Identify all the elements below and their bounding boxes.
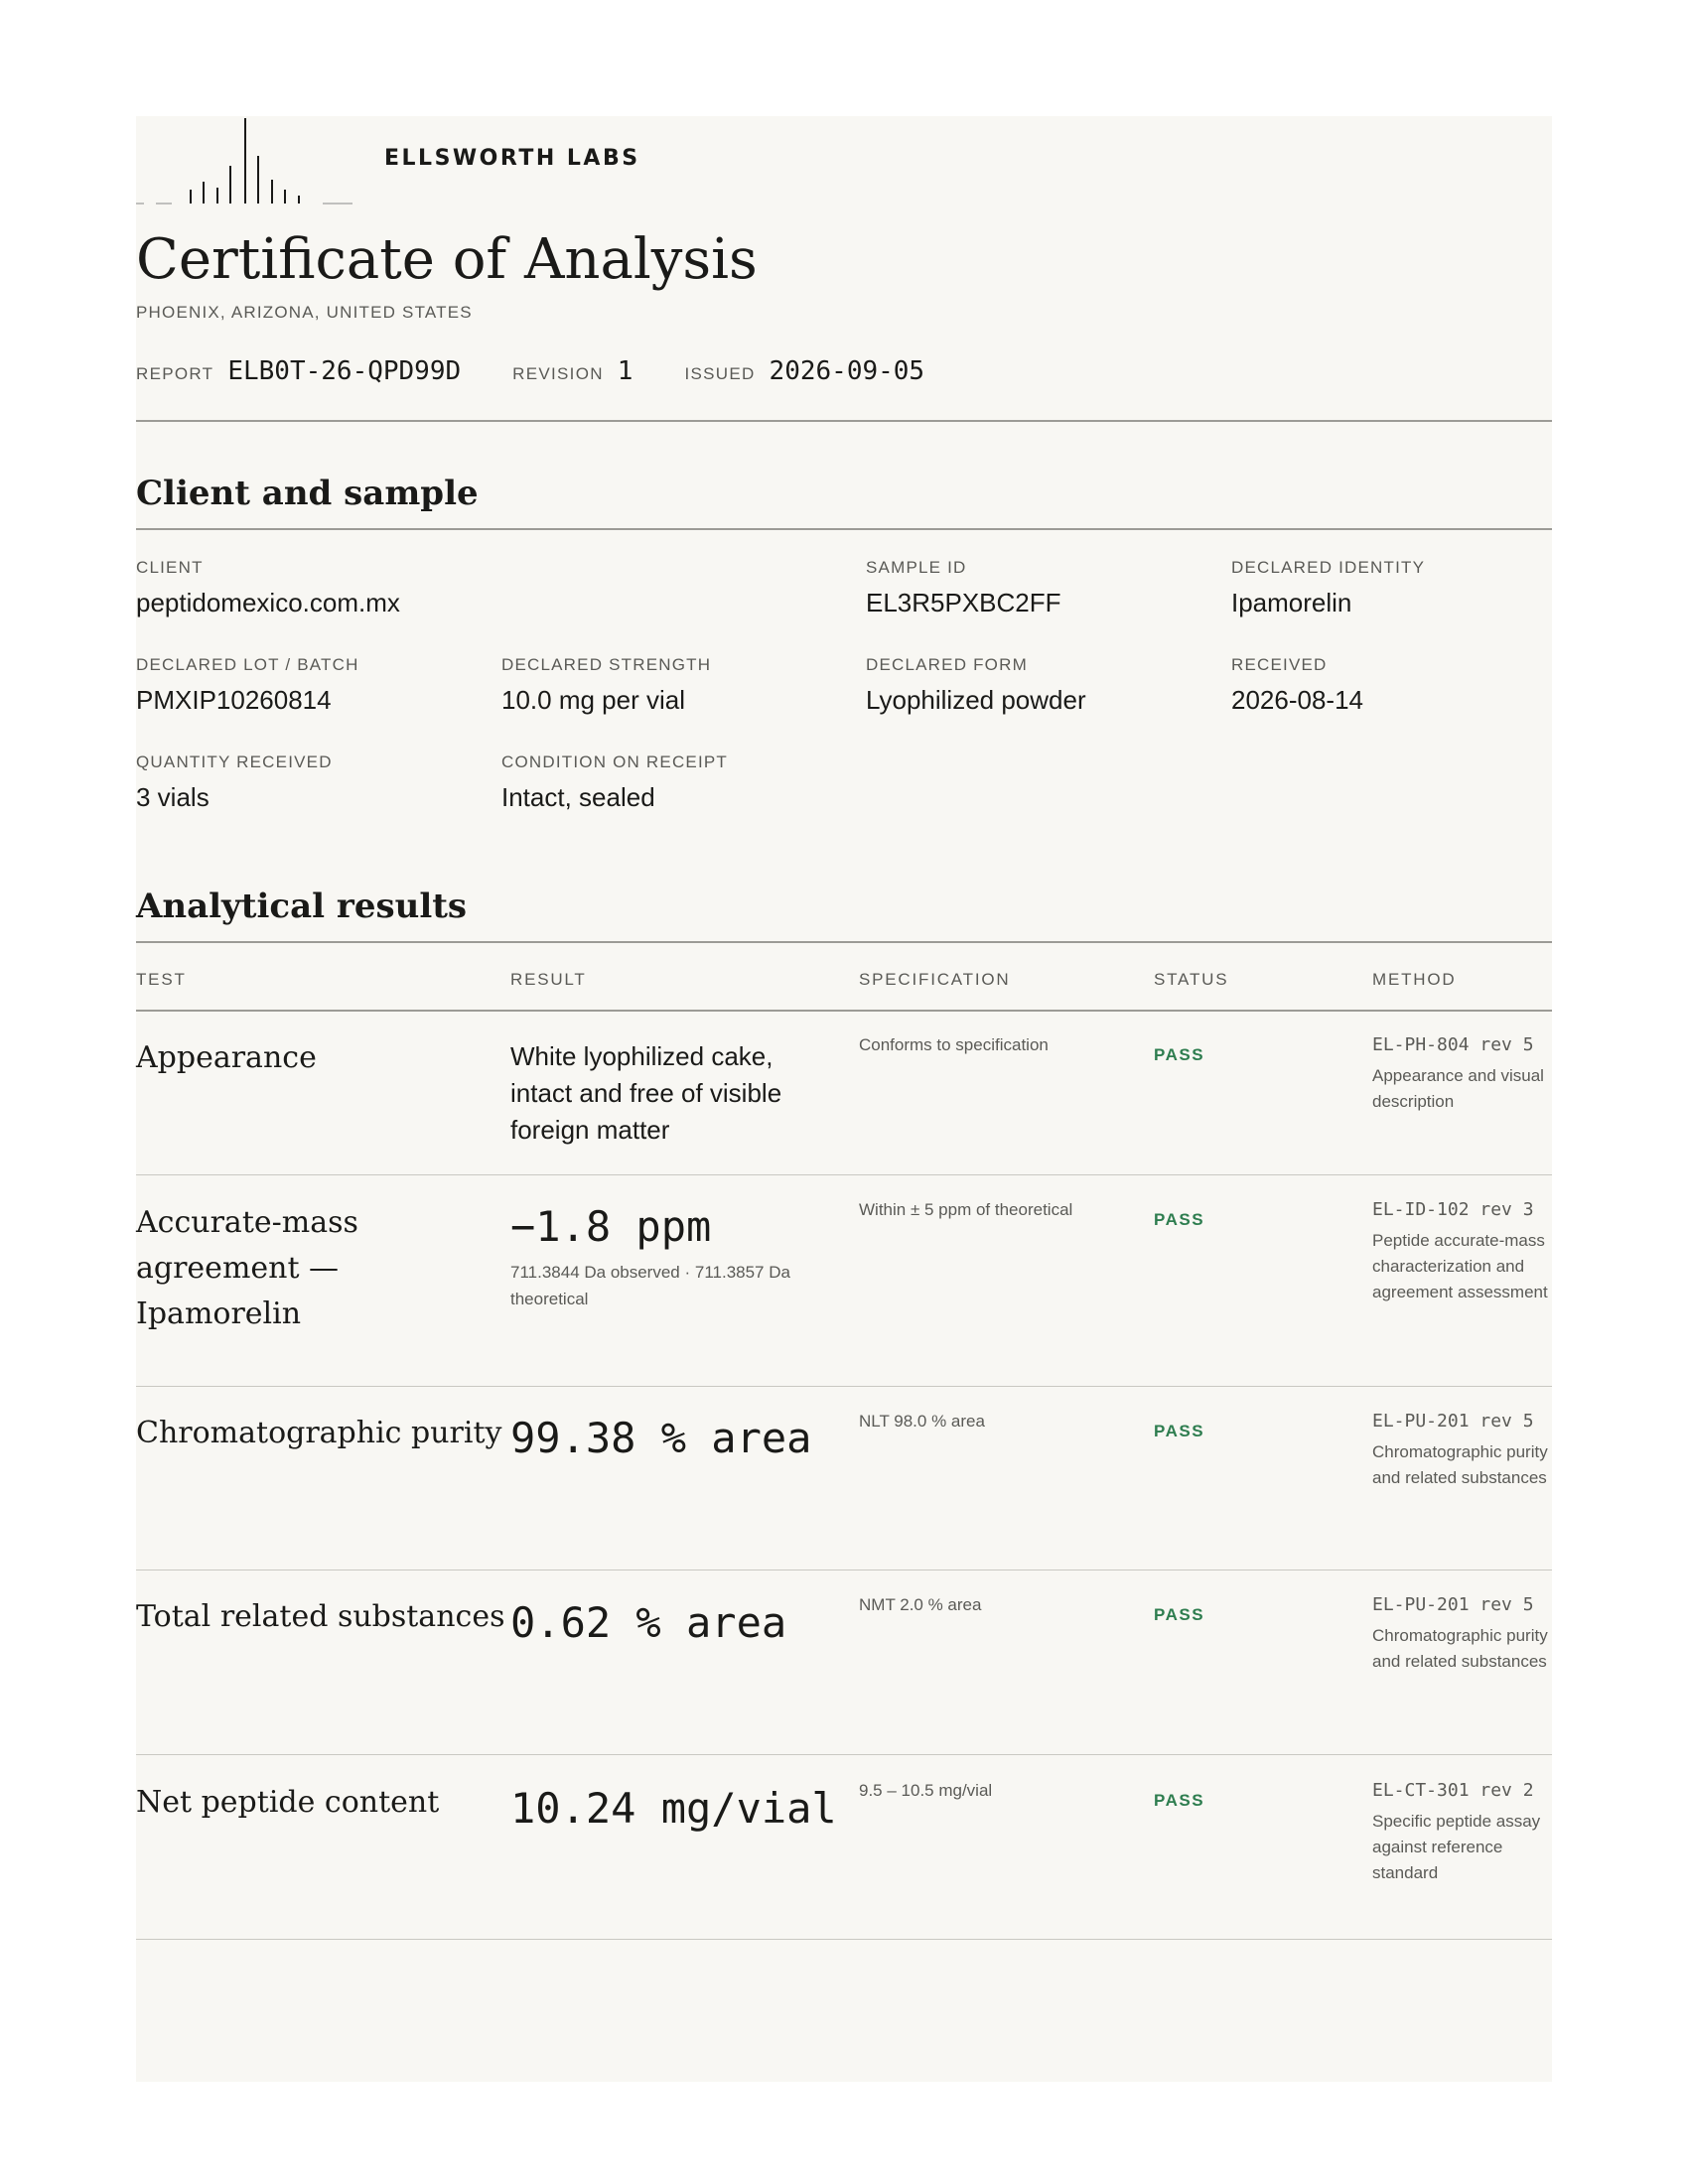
specification: 9.5 – 10.5 mg/vial bbox=[859, 1781, 993, 1800]
status-badge: PASS bbox=[1154, 1045, 1205, 1064]
test-name: Accurate-mass agreement — Ipamorelin bbox=[136, 1205, 358, 1331]
client-label: CLIENT bbox=[136, 558, 204, 577]
specification: Conforms to specification bbox=[859, 1035, 1049, 1054]
client-field bbox=[136, 558, 400, 618]
revision-label: REVISION bbox=[512, 364, 604, 383]
status-badge: PASS bbox=[1154, 1791, 1205, 1810]
result-value: 10.24 mg/vial bbox=[510, 1784, 837, 1833]
test-name: Appearance bbox=[136, 1040, 317, 1075]
received-label: RECEIVED bbox=[1231, 655, 1328, 674]
result-value: 0.62 % area bbox=[510, 1598, 787, 1647]
method-code: EL-PH-804 rev 5 bbox=[1372, 1034, 1534, 1055]
quantity-field bbox=[136, 752, 333, 813]
quantity-value: 3 vials bbox=[136, 782, 210, 812]
issued-label: ISSUED bbox=[684, 364, 756, 383]
test-name: Total related substances bbox=[136, 1599, 505, 1634]
quantity-label: QUANTITY RECEIVED bbox=[136, 752, 333, 771]
method-code: EL-PU-201 rev 5 bbox=[1372, 1594, 1534, 1615]
condition-field bbox=[501, 752, 728, 813]
lot-value: PMXIP10260814 bbox=[136, 685, 332, 715]
test-name: Chromatographic purity bbox=[136, 1416, 502, 1450]
method-cell bbox=[1372, 1594, 1561, 1675]
lot-field bbox=[136, 655, 359, 716]
declared-identity-field bbox=[1231, 558, 1425, 618]
row-divider bbox=[136, 1939, 1552, 1940]
table-header-divider bbox=[136, 1010, 1552, 1012]
revision-number: 1 bbox=[617, 356, 633, 386]
row-divider bbox=[136, 1386, 1552, 1387]
lot-label: DECLARED LOT / BATCH bbox=[136, 655, 359, 674]
method-cell bbox=[1372, 1034, 1561, 1115]
row-divider bbox=[136, 1174, 1552, 1175]
lab-brand-name: ELLSWORTH LABS bbox=[384, 146, 640, 171]
issued-date: 2026-09-05 bbox=[769, 356, 925, 386]
status-badge: PASS bbox=[1154, 1605, 1205, 1624]
result-cell bbox=[510, 1202, 838, 1312]
results-section-divider bbox=[136, 941, 1552, 943]
report-number: ELB0T-26-QPD99D bbox=[227, 356, 462, 386]
method-code: EL-CT-301 rev 2 bbox=[1372, 1780, 1534, 1801]
result-value: 99.38 % area bbox=[510, 1414, 812, 1462]
result-value: White lyophilized cake, intact and free of visible foreign matter bbox=[510, 1041, 782, 1145]
row-divider bbox=[136, 1754, 1552, 1755]
method-description: Peptide accurate-mass characterization and agreement assessment bbox=[1372, 1231, 1548, 1301]
strength-label: DECLARED STRENGTH bbox=[501, 655, 712, 674]
lab-location: PHOENIX, ARIZONA, UNITED STATES bbox=[136, 303, 473, 322]
form-field bbox=[866, 655, 1086, 716]
document-title: Certificate of Analysis bbox=[136, 227, 758, 292]
specification: NMT 2.0 % area bbox=[859, 1595, 982, 1614]
client-value: peptidomexico.com.mx bbox=[136, 588, 400, 617]
column-header-status: STATUS bbox=[1154, 970, 1229, 989]
results-section-heading: Analytical results bbox=[136, 887, 468, 926]
condition-value: Intact, sealed bbox=[501, 782, 655, 812]
method-description: Chromatographic purity and related substances bbox=[1372, 1442, 1548, 1487]
form-value: Lyophilized powder bbox=[866, 685, 1086, 715]
sample-id-value: EL3R5PXBC2FF bbox=[866, 588, 1061, 617]
method-cell bbox=[1372, 1199, 1561, 1305]
method-cell bbox=[1372, 1780, 1561, 1886]
result-detail: 711.3844 Da observed · 711.3857 Da theoretical bbox=[510, 1263, 790, 1308]
method-description: Chromatographic purity and related substances bbox=[1372, 1626, 1548, 1671]
sample-id-label: SAMPLE ID bbox=[866, 558, 967, 577]
received-value: 2026-08-14 bbox=[1231, 685, 1363, 715]
column-header-specification: SPECIFICATION bbox=[859, 970, 1011, 989]
strength-field bbox=[501, 655, 711, 716]
method-description: Appearance and visual description bbox=[1372, 1066, 1544, 1111]
method-description: Specific peptide assay against reference standard bbox=[1372, 1812, 1541, 1882]
client-section-heading: Client and sample bbox=[136, 474, 479, 513]
column-header-result: RESULT bbox=[510, 970, 587, 989]
method-cell bbox=[1372, 1411, 1561, 1491]
sample-id-field bbox=[866, 558, 1061, 618]
column-header-method: METHOD bbox=[1372, 970, 1457, 989]
specification: NLT 98.0 % area bbox=[859, 1412, 985, 1431]
column-header-test: TEST bbox=[136, 970, 187, 989]
specification: Within ± 5 ppm of theoretical bbox=[859, 1200, 1073, 1219]
method-code: EL-ID-102 rev 3 bbox=[1372, 1199, 1534, 1220]
report-meta bbox=[136, 356, 976, 386]
spectrum-logo-icon bbox=[136, 116, 359, 207]
certificate-page bbox=[136, 116, 1552, 2082]
status-badge: PASS bbox=[1154, 1422, 1205, 1440]
condition-label: CONDITION ON RECEIPT bbox=[501, 752, 729, 771]
strength-value: 10.0 mg per vial bbox=[501, 685, 685, 715]
received-field bbox=[1231, 655, 1363, 716]
header-divider bbox=[136, 420, 1552, 422]
declared-identity-value: Ipamorelin bbox=[1231, 588, 1352, 617]
status-badge: PASS bbox=[1154, 1210, 1205, 1229]
declared-identity-label: DECLARED IDENTITY bbox=[1231, 558, 1426, 577]
method-code: EL-PU-201 rev 5 bbox=[1372, 1411, 1534, 1432]
result-value: −1.8 ppm bbox=[510, 1202, 712, 1251]
report-label: REPORT bbox=[136, 364, 214, 383]
test-name: Net peptide content bbox=[136, 1785, 440, 1820]
client-section-divider bbox=[136, 528, 1552, 530]
form-label: DECLARED FORM bbox=[866, 655, 1028, 674]
